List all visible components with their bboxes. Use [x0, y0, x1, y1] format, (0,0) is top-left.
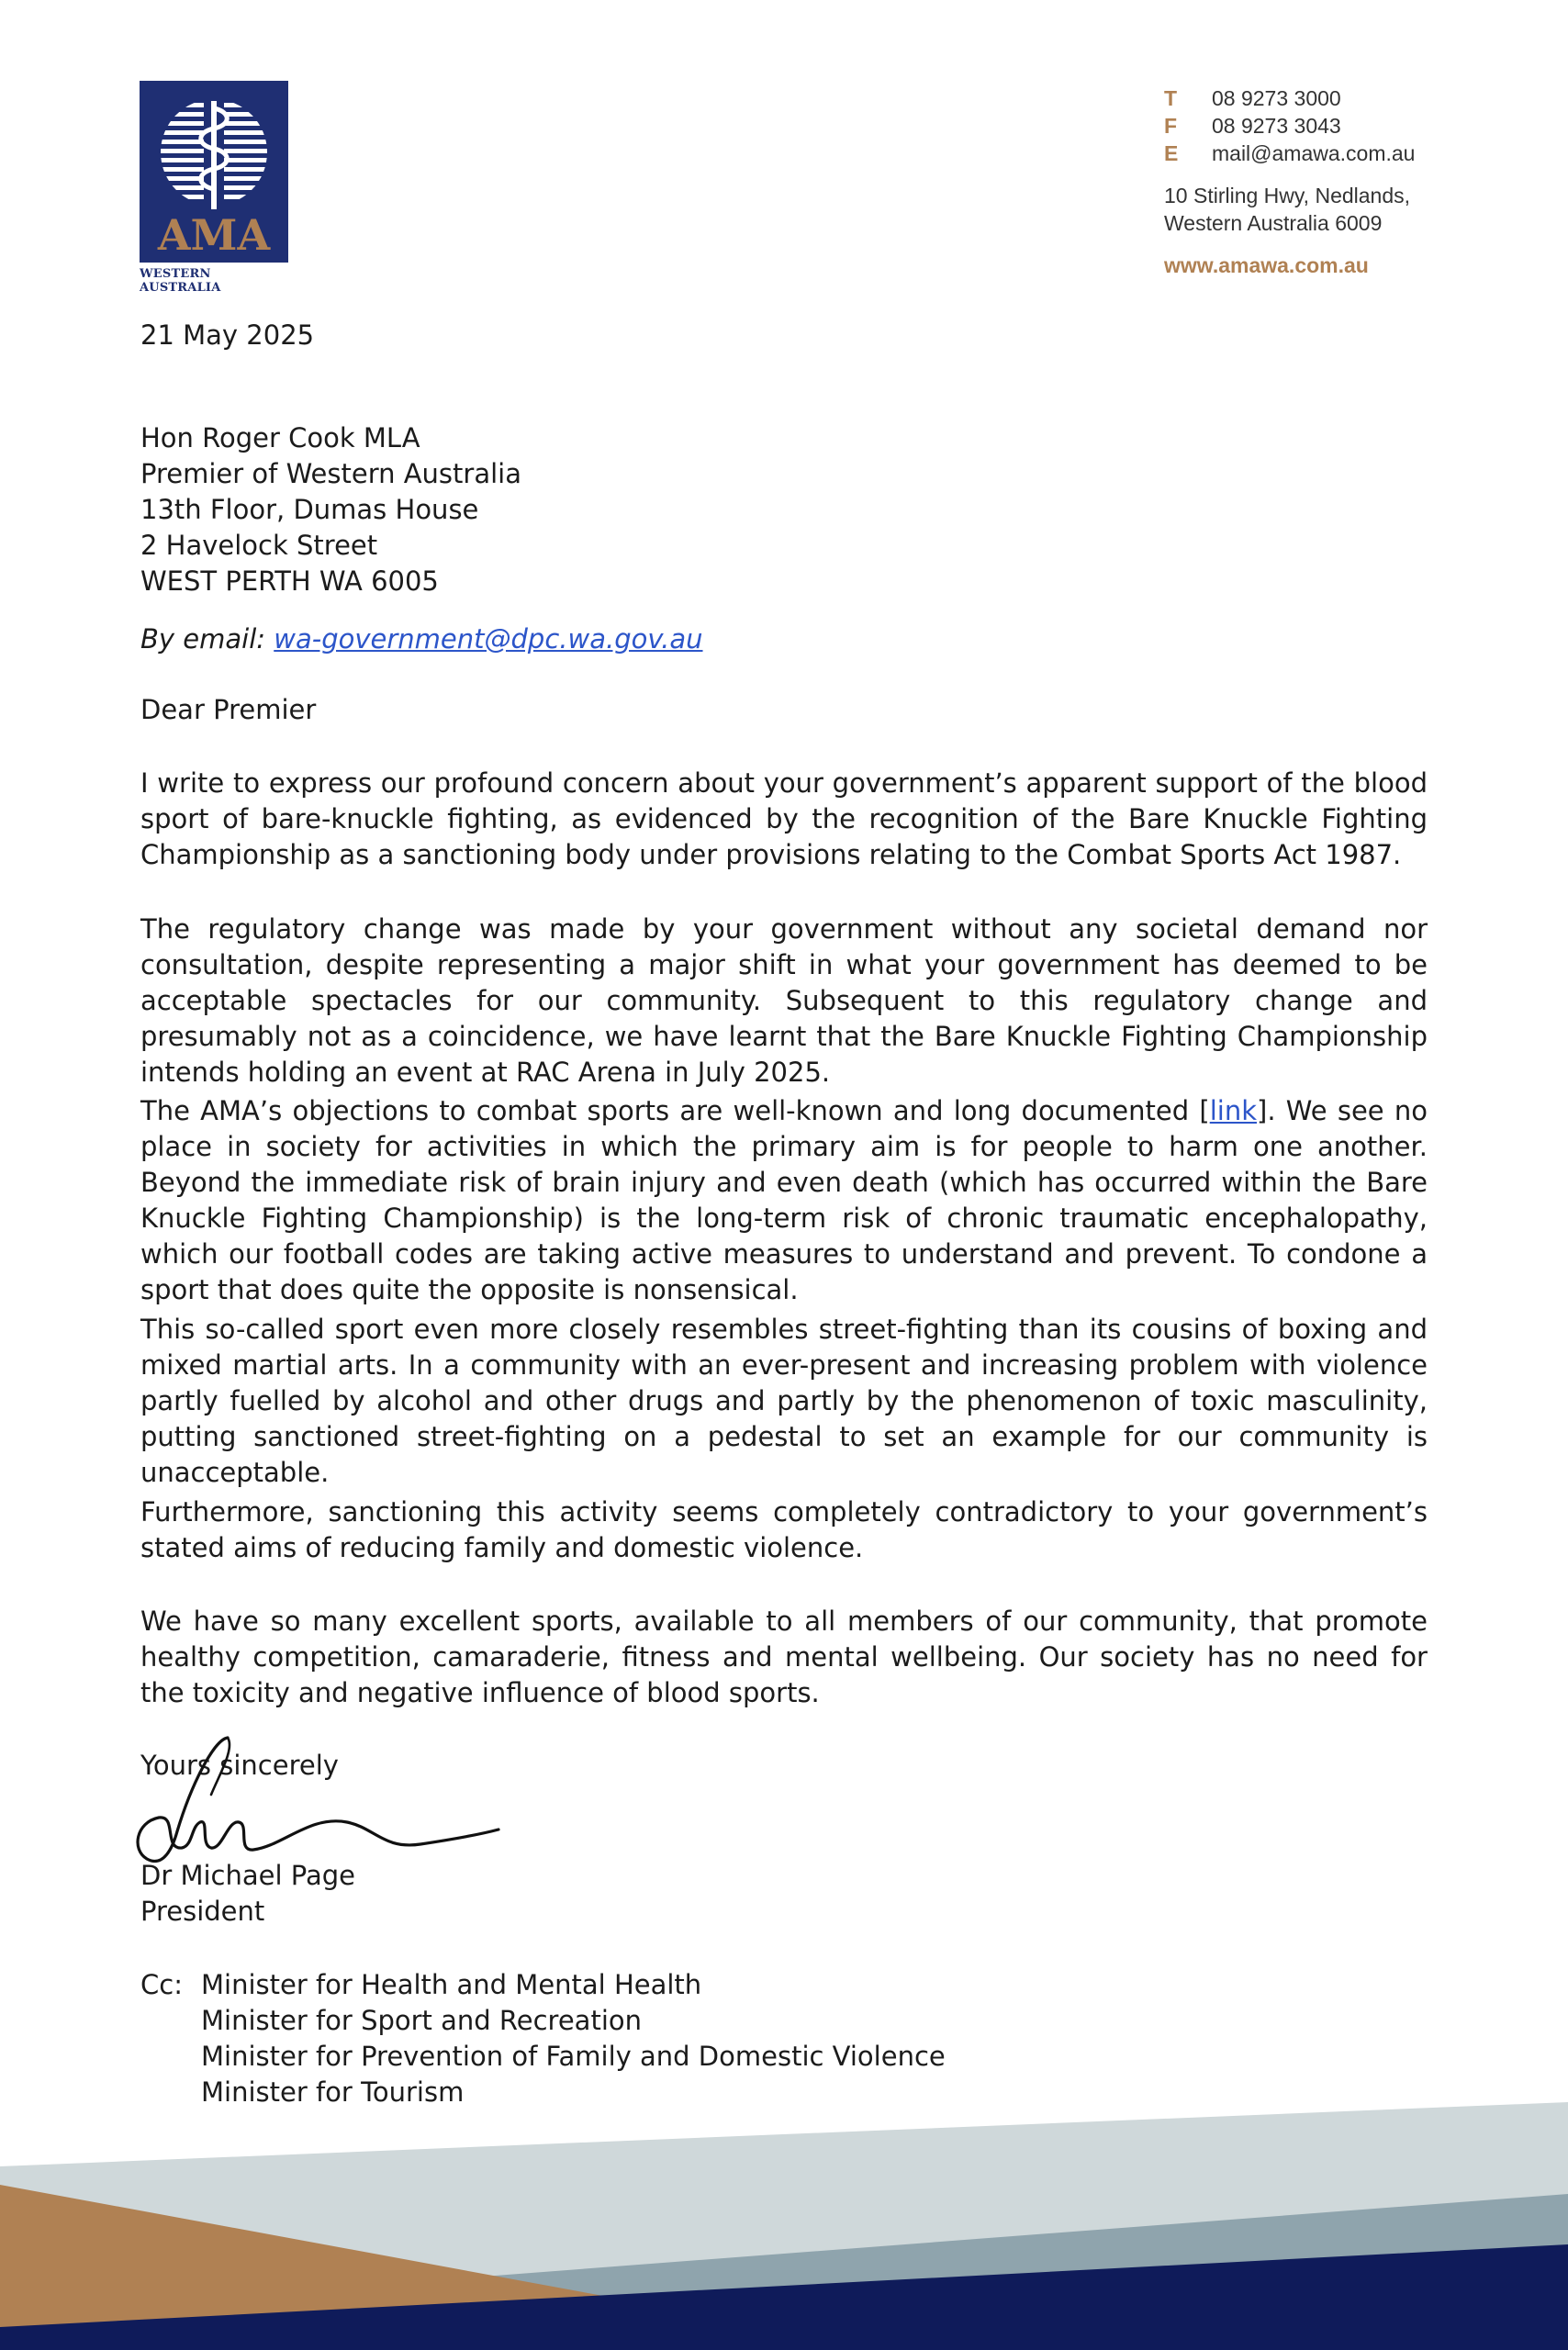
objections-link[interactable]: link: [1209, 1095, 1257, 1126]
signature-image: [127, 1730, 512, 1877]
fax-row: [1164, 112, 1415, 140]
email-row: [1164, 140, 1415, 167]
phone-row: [1164, 84, 1415, 112]
paragraph-3: [140, 1093, 1428, 1308]
email-label: E: [1164, 141, 1179, 165]
closing: Yours sincerely: [140, 1750, 339, 1781]
cc-label: Cc:: [140, 1969, 183, 2000]
salutation: Dear Premier: [140, 694, 317, 725]
fax-label: F: [1164, 114, 1178, 138]
by-email-label: By email:: [140, 623, 266, 655]
cc-row: [140, 2003, 1428, 2039]
signer-title: President: [140, 1896, 265, 1927]
cc-recipient: Minister for Health and Mental Health: [201, 1969, 702, 2000]
signer-name: Dr Michael Page: [140, 1860, 355, 1891]
ama-emblem: [140, 81, 288, 263]
address-line-1: 10 Stirling Hwy, Nedlands,: [1164, 184, 1411, 207]
logo-subtitle: WESTERN AUSTRALIA: [140, 267, 221, 295]
email-link[interactable]: wa-government@dpc.wa.gov.au: [274, 623, 703, 655]
contact-block: [1164, 84, 1415, 279]
paragraph-5: Furthermore, sanctioning this activity seems completely contradictory to your government’s stated aims of reducing family and domestic violence.: [140, 1496, 1428, 1563]
cc-row: [140, 1967, 1428, 2003]
recipient-line: Premier of Western Australia: [140, 458, 521, 489]
phone-label: T: [1164, 86, 1178, 110]
recipient-line: 2 Havelock Street: [140, 530, 378, 561]
paragraph-2: The regulatory change was made by your government without any societal demand nor consultation, despite representing a major shift in what your government has deemed to be acceptable spectacles for our community. Subsequent to this regulatory change and presumably not as a coincidence, we have learnt that the Bare Knuckle Fighting Championship intends holding an event at RAC Arena in July 2025.: [140, 913, 1428, 1088]
cc-block: [140, 1967, 1428, 2110]
ama-logo: [140, 81, 290, 295]
contact-email: mail@amawa.com.au: [1212, 141, 1416, 165]
paragraph-1: I write to express our profound concern about your government’s apparent support of the blood sport of bare-knuckle fighting, as evidenced by the recognition of the Bare Knuckle Fighting Championship as a sanctioning body under provisions relating to the Combat Sports Act 1987.: [140, 767, 1428, 870]
letter-date: 21 May 2025: [140, 319, 315, 351]
recipient-line: WEST PERTH WA 6005: [140, 565, 439, 597]
paragraph-4: This so-called sport even more closely resembles street-fighting than its cousins of boxing and mixed martial arts. In a community with an ever-present and increasing problem with violence partly fuelled by alcohol and other drugs and partly by the phenomenon of toxic masculinity, putting sanctioned street-fighting on a pedestal to set an example for our community is unacceptable.: [140, 1314, 1428, 1488]
paragraph-6: We have so many excellent sports, available to all members of our community, that promote healthy competition, camaraderie, fitness and mental wellbeing. Our society has no need for the toxicity and negative influence of blood sports.: [140, 1606, 1428, 1708]
caduceus-icon: [140, 81, 288, 263]
signer-block: [140, 1858, 1428, 1930]
recipient-line: 13th Floor, Dumas House: [140, 494, 479, 525]
footer-decoration: [0, 2093, 1568, 2350]
recipient-address: [140, 420, 1428, 599]
by-email-line: [140, 621, 1428, 657]
cc-recipient: Minister for Prevention of Family and Domestic Violence: [201, 2041, 946, 2072]
fax-number: 08 9273 3043: [1212, 114, 1341, 138]
paragraph-3-text-after: ]. We see no place in society for activities in which the primary aim is for people to harm one another. Beyond the immediate risk of brain injury and even death (which has occurred within the Bare Knuckle Fighting Championship) is the long-term risk of chronic traumatic encephalopathy, which our football codes are taking active measures to understand and prevent. To condone a sport that does quite the opposite is nonsensical.: [140, 1095, 1428, 1305]
website: www.amawa.com.au: [1164, 253, 1369, 277]
phone-number: 08 9273 3000: [1212, 86, 1341, 110]
cc-recipient: Minister for Sport and Recreation: [201, 2005, 643, 2036]
cc-recipient: Minister for Tourism: [201, 2076, 465, 2108]
logo-text: AMA: [157, 210, 271, 260]
paragraph-3-text-before: The AMA’s objections to combat sports are well-known and long documented [: [140, 1095, 1210, 1126]
cc-row: [140, 2039, 1428, 2075]
postal-address: [1164, 182, 1415, 237]
recipient-line: Hon Roger Cook MLA: [140, 422, 420, 453]
address-line-2: Western Australia 6009: [1164, 211, 1383, 235]
